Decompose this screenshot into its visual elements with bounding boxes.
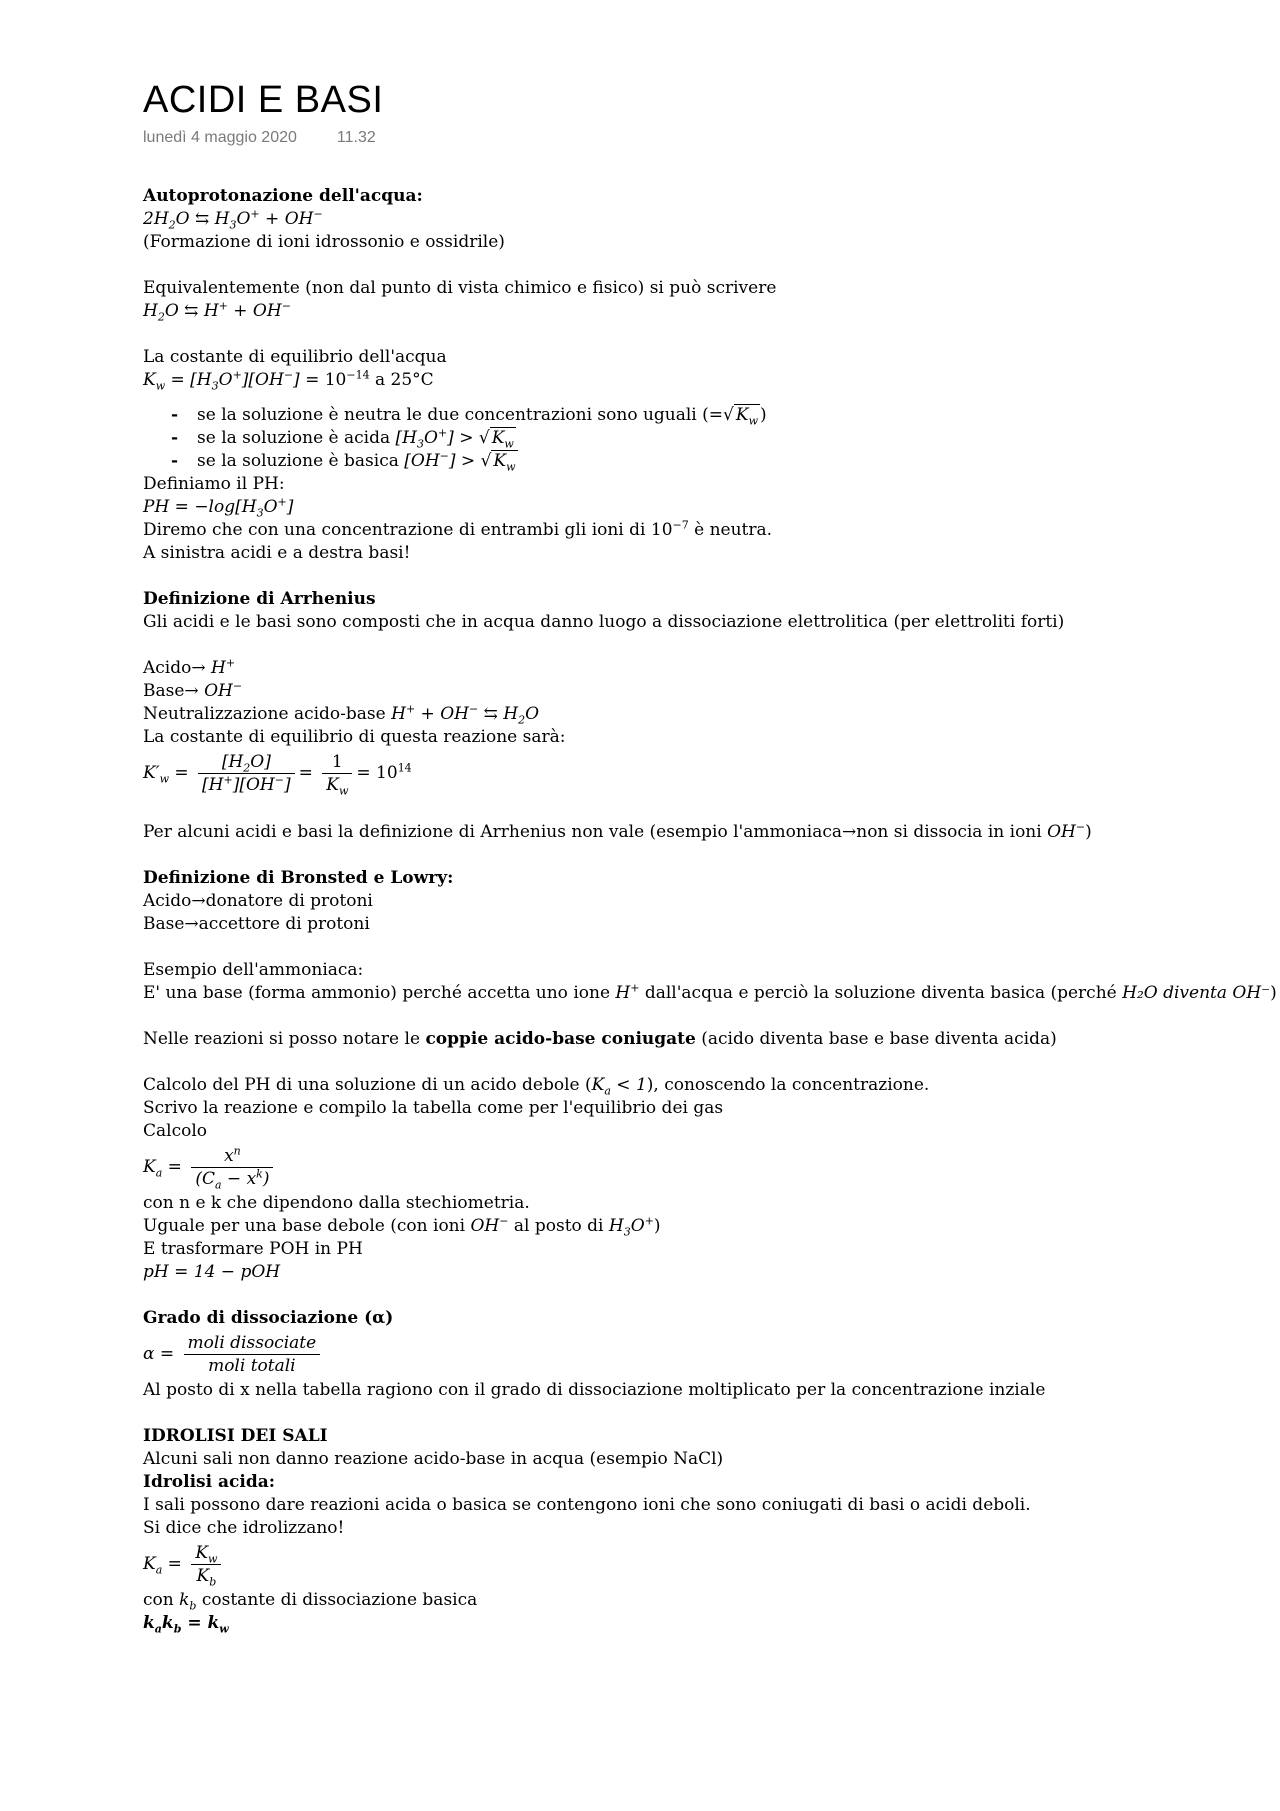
formula-kakb: $k_ak_b = k_w$ <box>143 1613 229 1636</box>
heading-acid-hydrolysis: Idrolisi acida: <box>143 1472 275 1492</box>
formula-autoprotonation: $2H_2O$ ⇆ $H_3O^+ + OH^-$ <box>143 207 323 232</box>
page-title: ACIDI E BASI <box>143 79 384 121</box>
text-neutralization: Neutralizzazione acido-base H+ + OH− ⇆ $H_2O$ <box>143 702 540 727</box>
formula-alpha: α = $\frac{\text{moli dissociate}}{\text{moli totali}}$ <box>143 1332 1263 1377</box>
formula-keq: $K'_w$ = $\frac{[H_2O]}{[H^+][OH^-]}$ = $\frac{1}{K_w}$ = $10^{14}$ <box>143 752 412 798</box>
text-hydrolysis: Alcuni sali non danno reazione acido-base in acqua (esempio NaCl) <box>143 1449 724 1469</box>
text-kb: con $k_b$ costante di dissociazione basica <box>143 1590 478 1613</box>
text-weak-base: Uguale per una base debole (con ioni OH− al posto di $H_3O^+$) <box>143 1214 661 1239</box>
text-acid-arrhenius: Acido→ H+ <box>143 656 236 678</box>
heading-arrhenius: Definizione di Arrhenius <box>143 589 376 609</box>
text-base-bronsted: Base→accettore di protoni <box>143 914 370 934</box>
text-kw-intro: La costante di equilibrio dell'acqua <box>143 347 447 367</box>
formula-dissociation: $H_2O$ ⇆ H+ + OH− <box>143 299 291 324</box>
text-scale: A sinistra acidi e a destra basi! <box>143 543 411 563</box>
heading-alpha: Grado di dissociazione (α) <box>143 1308 394 1328</box>
text-hydrolyze: Si dice che idrolizzano! <box>143 1518 345 1538</box>
text-arrhenius-note: Per alcuni acidi e basi la definizione di Arrhenius non vale (esempio l'ammoniaca→non si dissocia in ioni OH−) <box>143 820 1092 842</box>
page-meta <box>143 126 1263 149</box>
text-calc: Calcolo <box>143 1121 208 1141</box>
formula-ph: PH = $-\log[H_3O^+]$ <box>143 495 294 520</box>
text-base-arrhenius: Base→ OH− <box>143 679 243 701</box>
formula-ka-kb: $K_a$ = $\frac{K_w}{K_b}$ <box>143 1542 1263 1587</box>
text-alpha: Al posto di x nella tabella ragiono con il grado di dissociazione moltiplicato per la concentrazione inziale <box>143 1380 1046 1400</box>
heading-bronsted: Definizione di Bronsted e Lowry: <box>143 868 454 888</box>
text-equivalent: Equivalentemente (non dal punto di vista chimico e fisico) si può scrivere <box>143 278 777 298</box>
formula-ka: $K_a$ = $\frac{x^n}{(C_a - x^k)}$ <box>143 1145 1263 1190</box>
heading-hydrolysis: IDROLISI DEI SALI <box>143 1426 328 1446</box>
text-poh: E trasformare POH in PH <box>143 1239 363 1259</box>
note-page <box>143 78 1277 1636</box>
text-arrhenius: Gli acidi e le basi sono composti che in acqua danno luogo a dissociazione elettrolitica (per elettroliti forti) <box>143 612 1065 632</box>
text-salts: I sali possono dare reazioni acida o basica se contengono ioni che sono coniugati di basi o acidi deboli. <box>143 1495 1031 1515</box>
concentration-list <box>143 404 1263 473</box>
note-date: lunedì 4 maggio 2020 <box>143 129 297 146</box>
note-time: 11.32 <box>336 129 376 146</box>
text-ammonia: E' una base (forma ammonio) perché accetta uno ione H+ dall'acqua e perciò la soluzione diventa basica (perché H₂O diventa OH⁻) <box>143 981 1277 1003</box>
text-ions-note: (Formazione di ioni idrossonio e ossidrile) <box>143 232 505 252</box>
text-nk: con n e k che dipendono dalla stechiometria. <box>143 1193 530 1213</box>
text-acid-bronsted: Acido→donatore di protoni <box>143 891 373 911</box>
text-ph-intro: Definiamo il PH: <box>143 474 285 494</box>
text-neutral: Diremo che con una concentrazione di entrambi gli ioni di $10^{-7}$ è neutra. <box>143 518 773 540</box>
formula-kw: $K_w = [H_3O^+][OH^-] = 10^{-14}$ a 25°C <box>143 368 434 393</box>
list-item-basic: - se la soluzione è basica [OH−] > √ $K_w$ <box>171 450 1263 473</box>
text-ammonia-head: Esempio dell'ammoniaca: <box>143 960 364 980</box>
text-weak-acid: Calcolo del PH di una soluzione di un acido debole $(K_a < 1)$, conoscendo la concentrazione. <box>143 1075 930 1098</box>
text-table: Scrivo la reazione e compilo la tabella come per l'equilibrio dei gas <box>143 1098 724 1118</box>
list-item-acid: - se la soluzione è acida $[H_3O^+]$ > √ $K_w$ <box>171 427 1263 450</box>
heading-autoprotonation: Autoprotonazione dell'acqua: <box>143 186 423 206</box>
formula-ph-poh: pH = 14 − pOH <box>143 1262 281 1282</box>
list-item-neutral: - se la soluzione è neutra le due concentrazioni sono uguali (=√ $K_w$ ) <box>171 404 1263 427</box>
text-keq-intro: La costante di equilibrio di questa reazione sarà: <box>143 727 566 747</box>
text-conjugate-pairs: Nelle reazioni si posso notare le coppie acido-base coniugate (acido diventa base e base diventa acida) <box>143 1029 1057 1049</box>
